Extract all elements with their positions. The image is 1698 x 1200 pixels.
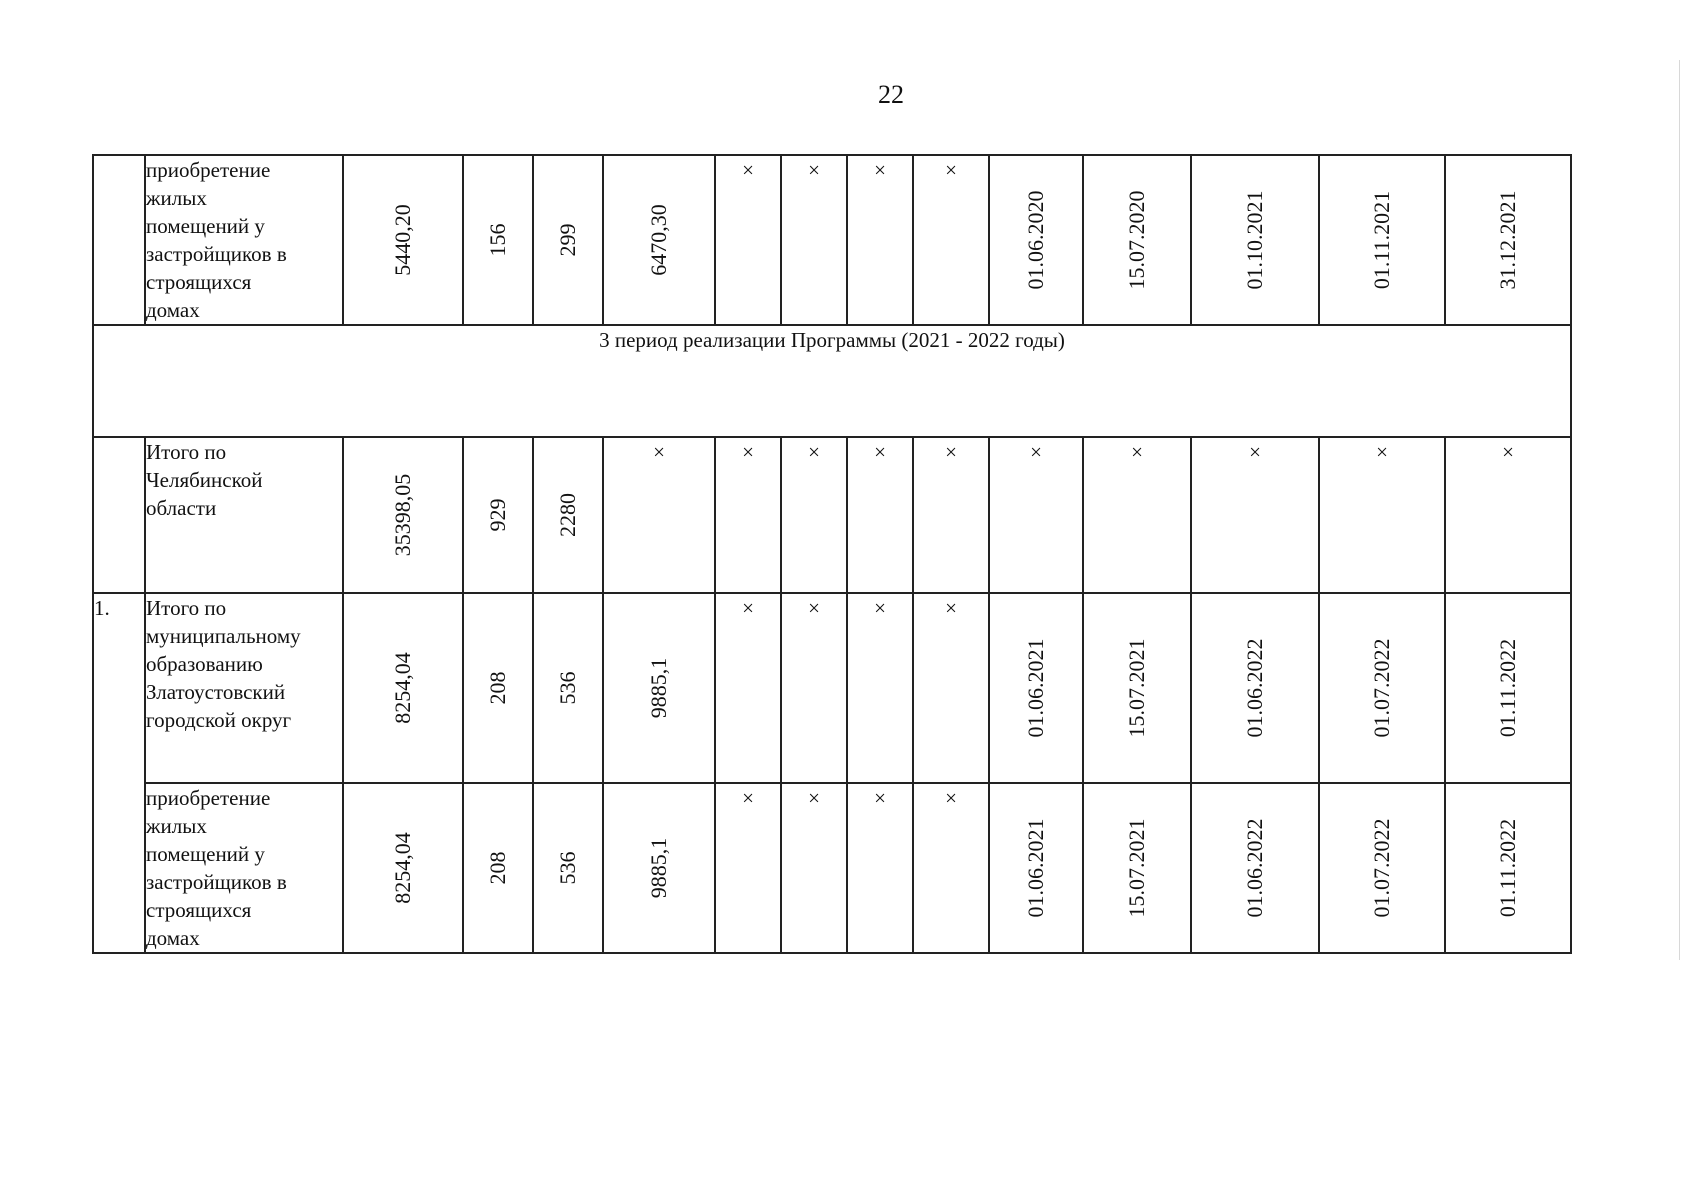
row-name-line: помещений у [146, 214, 265, 238]
row-name-line: Златоустовский [146, 680, 286, 704]
area-value: 8254,04 [390, 652, 415, 724]
date-value: 31.12.2021 [1495, 190, 1520, 290]
date-cell [989, 593, 1083, 783]
row-name-line: образованию [146, 652, 263, 676]
count-cell [463, 437, 533, 593]
date-cell [989, 783, 1083, 953]
row-name-line: приобретение [146, 158, 271, 182]
row-number-cell: 1. [93, 593, 145, 953]
row-name-line: строящихся [146, 270, 252, 294]
new-area-value: 9885,1 [646, 837, 671, 899]
date-cell [1445, 593, 1571, 783]
row-number-cell [93, 437, 145, 593]
area-value: 5440,20 [390, 204, 415, 276]
new-area-cell [603, 155, 715, 325]
date-value: 01.11.2021 [1369, 190, 1394, 290]
date-cell [1191, 593, 1319, 783]
row-name-line: приобретение [146, 786, 271, 810]
row-name-cell [145, 155, 343, 325]
date-value: 01.06.2022 [1242, 638, 1267, 738]
x-mark-cell: × [715, 437, 781, 593]
date-cell [1191, 155, 1319, 325]
page-number: 22 [878, 80, 904, 109]
date-cell [1191, 783, 1319, 953]
table-row [93, 437, 1571, 593]
scan-edge-line [1679, 60, 1680, 960]
date-cell [1083, 155, 1191, 325]
date-cell [1445, 783, 1571, 953]
area-cell [343, 155, 463, 325]
x-mark-cell: × [781, 437, 847, 593]
x-mark-cell: × [989, 437, 1083, 593]
date-cell [989, 155, 1083, 325]
date-cell [1319, 593, 1445, 783]
date-cell [1319, 783, 1445, 953]
row-name-line: жилых [146, 814, 207, 838]
table-row [93, 155, 1571, 325]
date-cell [1083, 783, 1191, 953]
row-name-cell [145, 783, 343, 953]
new-area-cell [603, 593, 715, 783]
row-name-line: домах [146, 298, 200, 322]
x-mark-cell: × [913, 593, 989, 783]
row-name-line: помещений у [146, 842, 265, 866]
row-name-line: застройщиков в [146, 242, 287, 266]
x-mark-cell: × [781, 155, 847, 325]
row-name-line: строящихся [146, 898, 252, 922]
count-cell [463, 783, 533, 953]
people-value: 299 [555, 223, 580, 257]
table-row [93, 593, 1571, 783]
people-value: 536 [555, 671, 580, 705]
x-mark-cell: × [1319, 437, 1445, 593]
date-value: 01.11.2022 [1495, 818, 1520, 918]
date-value: 15.07.2020 [1124, 190, 1149, 290]
date-value: 01.07.2022 [1369, 818, 1394, 918]
area-cell [343, 437, 463, 593]
x-mark-cell: × [913, 437, 989, 593]
x-mark-cell: × [781, 593, 847, 783]
x-mark-cell: × [781, 783, 847, 953]
x-mark-cell: × [715, 155, 781, 325]
date-value: 01.06.2021 [1023, 638, 1048, 738]
new-area-value: 9885,1 [646, 657, 671, 719]
x-mark-cell: × [1083, 437, 1191, 593]
people-cell [533, 593, 603, 783]
row-number-cell [93, 155, 145, 325]
x-mark-cell: × [847, 783, 913, 953]
x-mark-cell: × [847, 593, 913, 783]
count-cell [463, 593, 533, 783]
count-value: 208 [485, 671, 510, 705]
x-mark-cell: × [847, 155, 913, 325]
row-name-line: Итого по [146, 596, 227, 620]
x-mark-cell: × [847, 437, 913, 593]
row-name-line: домах [146, 926, 200, 950]
row-name-line: Итого по [146, 440, 227, 464]
count-value: 208 [485, 851, 510, 885]
count-value: 929 [485, 498, 510, 532]
x-mark-cell: × [603, 437, 715, 593]
x-mark-cell: × [913, 783, 989, 953]
program-table [92, 154, 1572, 954]
area-value: 35398,05 [390, 473, 415, 557]
new-area-cell [603, 783, 715, 953]
row-name-cell [145, 593, 343, 783]
date-value: 15.07.2021 [1124, 818, 1149, 918]
people-cell [533, 783, 603, 953]
people-value: 536 [555, 851, 580, 885]
x-mark-cell: × [1445, 437, 1571, 593]
row-name-cell [145, 437, 343, 593]
new-area-value: 6470,30 [646, 204, 671, 276]
date-value: 01.06.2021 [1023, 818, 1048, 918]
date-cell [1319, 155, 1445, 325]
date-cell [1083, 593, 1191, 783]
row-name-line: жилых [146, 186, 207, 210]
row-name-line: Челябинской [146, 468, 263, 492]
people-cell [533, 437, 603, 593]
x-mark-cell: × [715, 783, 781, 953]
period-header: 3 период реализации Программы (2021 - 2022 годы) [93, 325, 1571, 437]
date-value: 15.07.2021 [1124, 638, 1149, 738]
people-value: 2280 [555, 493, 580, 537]
row-name-line: области [146, 496, 217, 520]
x-mark-cell: × [715, 593, 781, 783]
row-name-line: муниципальному [146, 624, 301, 648]
area-value: 8254,04 [390, 832, 415, 904]
date-cell [1445, 155, 1571, 325]
date-value: 01.06.2022 [1242, 818, 1267, 918]
date-value: 01.06.2020 [1023, 190, 1048, 290]
x-mark-cell: × [913, 155, 989, 325]
period-row [93, 325, 1571, 437]
area-cell [343, 593, 463, 783]
table-row [93, 783, 1571, 953]
area-cell [343, 783, 463, 953]
x-mark-cell: × [1191, 437, 1319, 593]
count-value: 156 [485, 223, 510, 257]
date-value: 01.07.2022 [1369, 638, 1394, 738]
date-value: 01.10.2021 [1242, 190, 1267, 290]
people-cell [533, 155, 603, 325]
row-name-line: застройщиков в [146, 870, 287, 894]
row-name-line: городской округ [146, 708, 292, 732]
count-cell [463, 155, 533, 325]
date-value: 01.11.2022 [1495, 638, 1520, 738]
